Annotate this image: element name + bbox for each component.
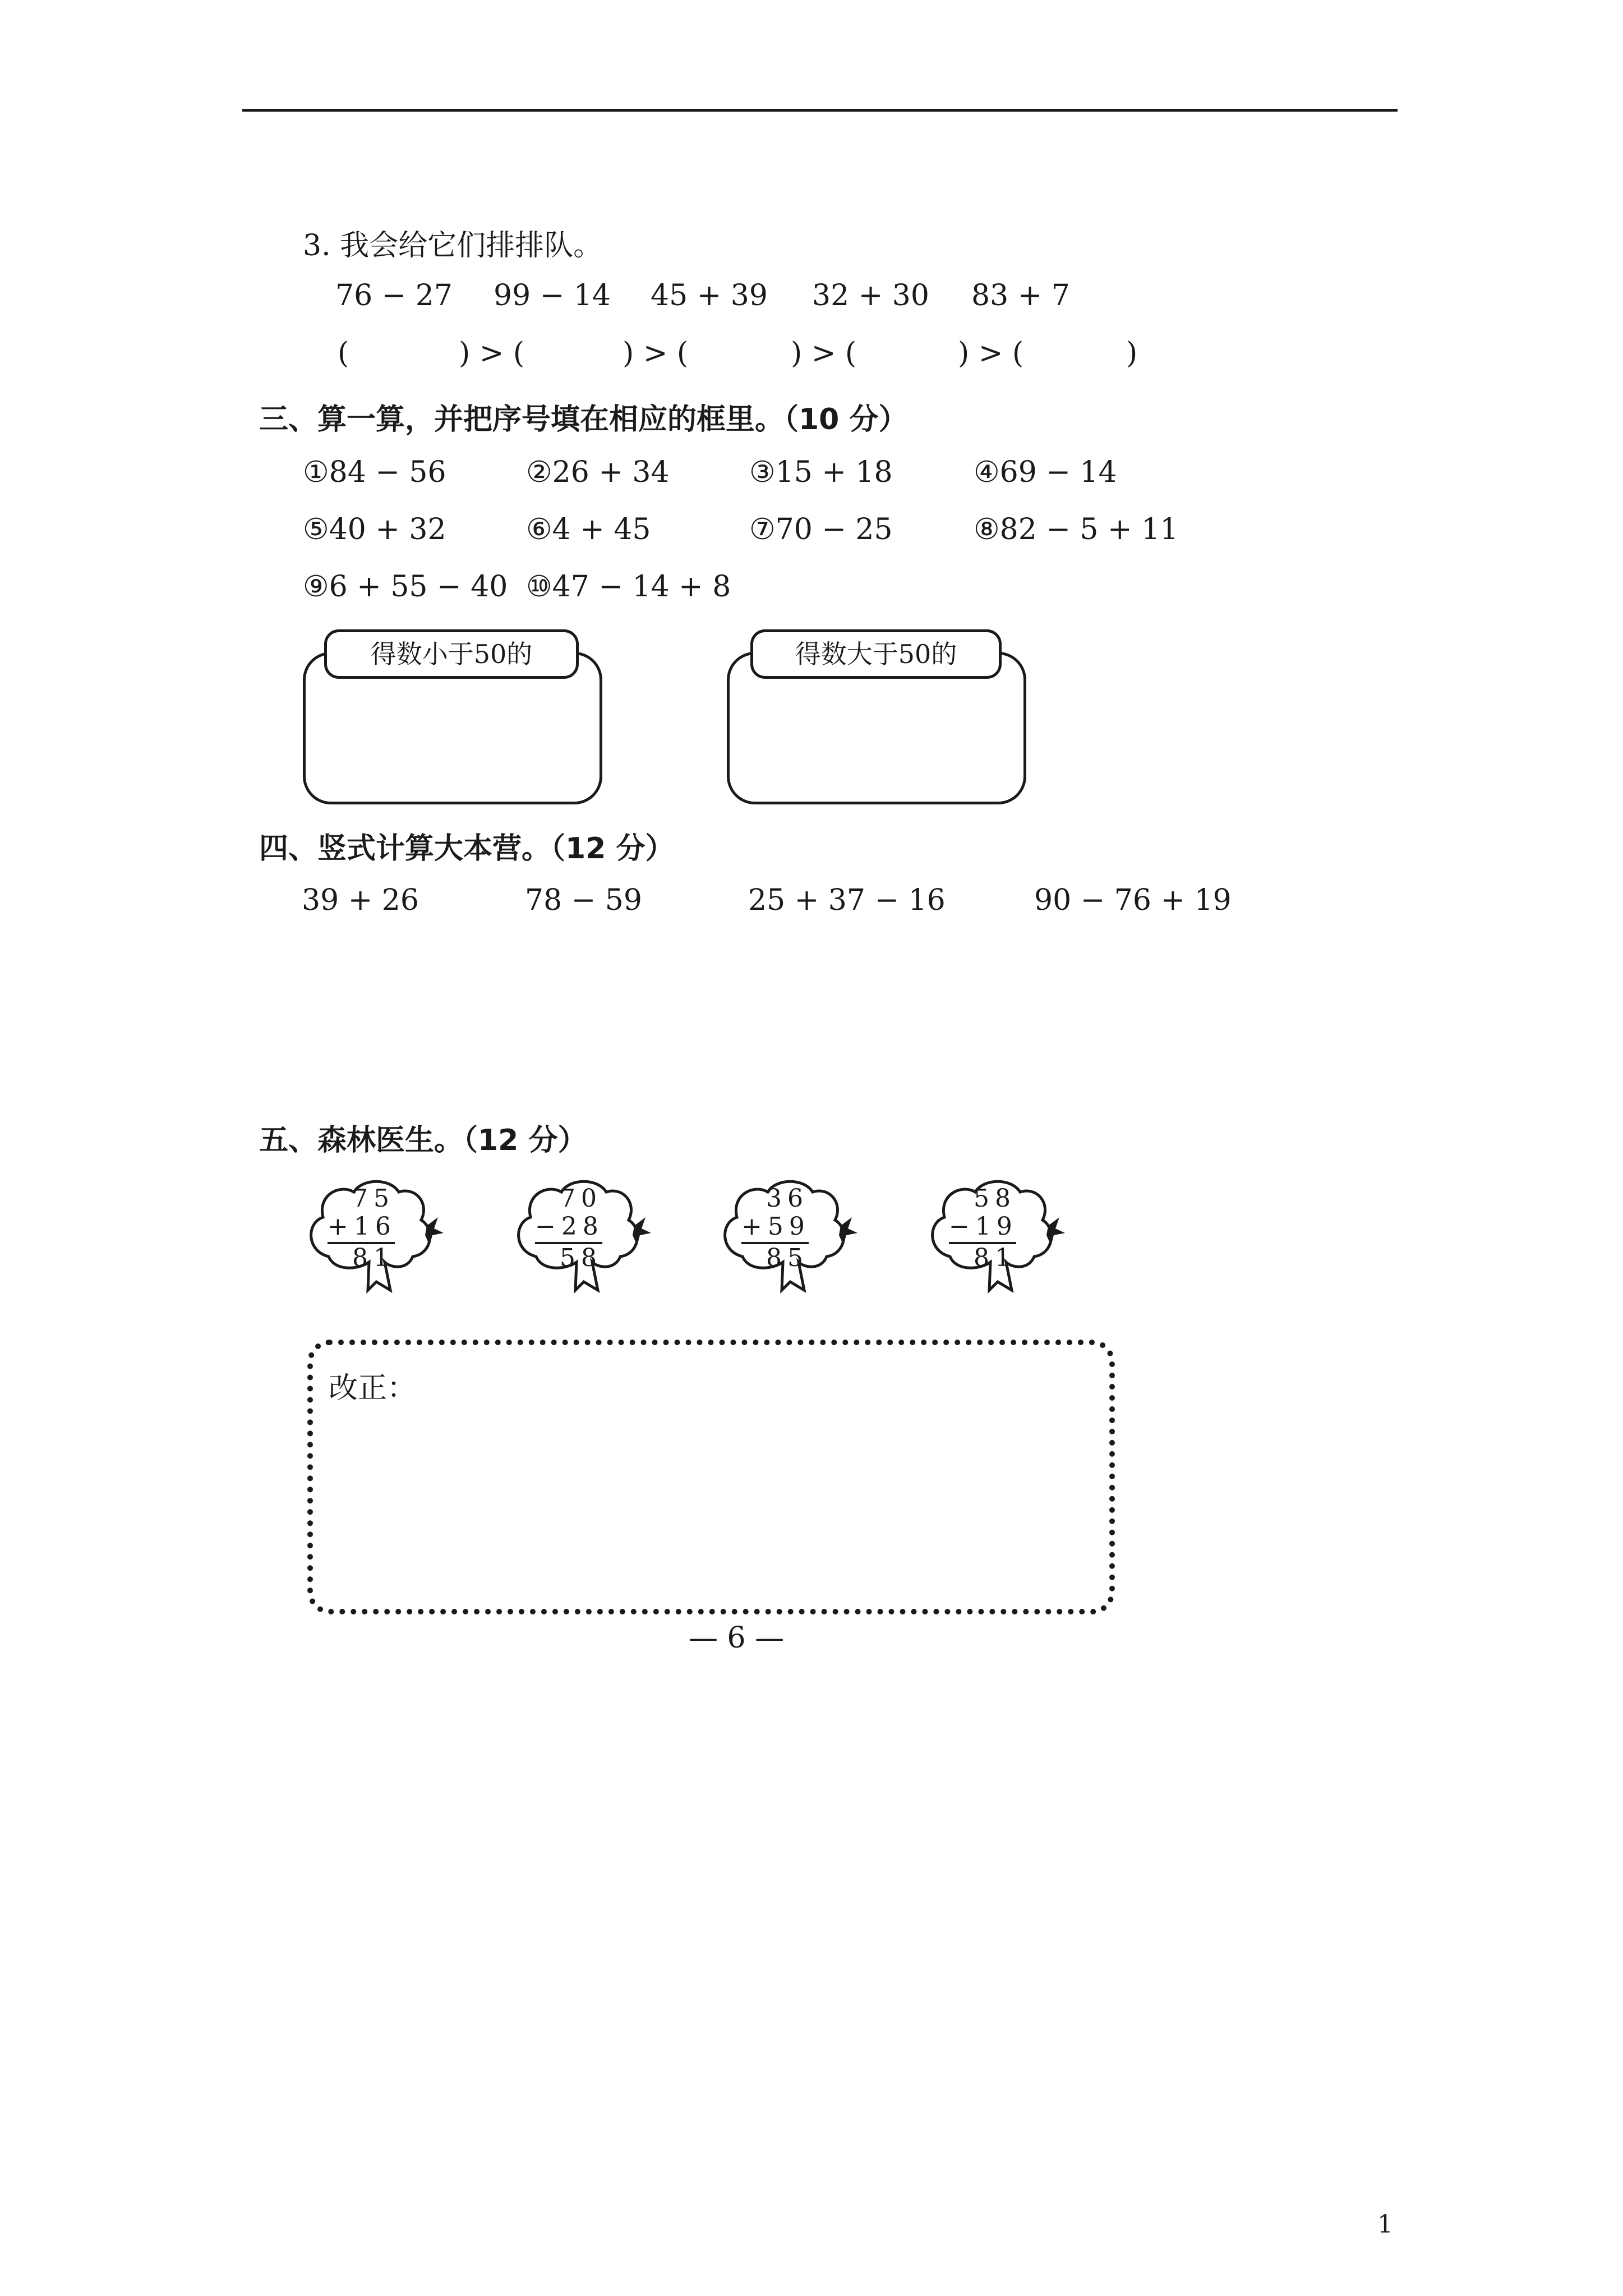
tree-4-top: 58 bbox=[974, 1184, 1016, 1213]
tree-3-op: + bbox=[741, 1212, 768, 1241]
order-paren-3: ) > ( bbox=[623, 337, 689, 370]
sec4-expr-4: 90 − 76 + 19 bbox=[1034, 884, 1232, 917]
order-paren-6: ) bbox=[1126, 337, 1138, 370]
tree-2-mid: 28 bbox=[561, 1212, 604, 1241]
correction-box[interactable] bbox=[307, 1340, 1115, 1614]
tree-3-mid: 59 bbox=[767, 1212, 810, 1241]
tree-1-mid: 16 bbox=[353, 1212, 396, 1241]
order-paren-5: ) > ( bbox=[958, 337, 1024, 370]
correction-label: 改正： bbox=[329, 1372, 417, 1405]
order-paren-1: ( bbox=[338, 337, 349, 370]
order-paren-4: ) > ( bbox=[791, 337, 857, 370]
page-label: — 6 — bbox=[689, 1621, 785, 1655]
tree-1-op: + bbox=[328, 1212, 354, 1241]
tree-2 bbox=[502, 1172, 671, 1307]
q3-expr-4: 32 + 30 bbox=[812, 279, 929, 312]
sec4-expr-3: 25 + 37 − 16 bbox=[748, 884, 946, 917]
tree-1-top: 75 bbox=[352, 1184, 395, 1213]
tree-4-mid: 19 bbox=[975, 1212, 1018, 1241]
tree-3-result: 85 bbox=[766, 1244, 809, 1272]
tree-3 bbox=[709, 1172, 877, 1307]
tree-4-op: − bbox=[949, 1212, 975, 1241]
sec3-item-7: ⑦70 − 25 bbox=[749, 513, 893, 546]
sec4-expr-1: 39 + 26 bbox=[302, 884, 419, 917]
answer-box-less-50-label: 得数小于50的 bbox=[324, 629, 579, 679]
top-rule bbox=[242, 109, 1398, 112]
tree-1 bbox=[295, 1172, 463, 1307]
sec4-expr-2: 78 − 59 bbox=[525, 884, 642, 917]
order-paren-2: ) > ( bbox=[459, 337, 525, 370]
sec3-item-1: ①84 − 56 bbox=[303, 455, 446, 489]
tree-4 bbox=[916, 1172, 1085, 1307]
page-number: 1 bbox=[1377, 2210, 1393, 2239]
answer-box-greater-50-label: 得数大于50的 bbox=[750, 629, 1002, 679]
sec3-item-10: ⑩47 − 14 + 8 bbox=[526, 570, 731, 604]
sec3-item-6: ⑥4 + 45 bbox=[526, 513, 651, 546]
sec3-item-8: ⑧82 − 5 + 11 bbox=[974, 513, 1179, 546]
q3-expr-3: 45 + 39 bbox=[651, 279, 768, 312]
tree-3-top: 36 bbox=[766, 1184, 809, 1213]
q3-title: 3. 我会给它们排排队。 bbox=[303, 229, 603, 263]
sec3-item-9: ⑨6 + 55 − 40 bbox=[303, 570, 508, 604]
sec3-item-3: ③15 + 18 bbox=[749, 455, 893, 489]
section-4-heading: 四、竖式计算大本营。（12 分） bbox=[259, 832, 675, 866]
tree-2-op: − bbox=[535, 1212, 561, 1241]
sec3-item-5: ⑤40 + 32 bbox=[303, 513, 446, 546]
section-3-heading: 三、算一算，并把序号填在相应的框里。（10 分） bbox=[259, 403, 908, 436]
section-5-heading: 五、森林医生。（12 分） bbox=[259, 1124, 587, 1157]
q3-expr-2: 99 − 14 bbox=[494, 279, 611, 312]
tree-2-top: 70 bbox=[560, 1184, 602, 1213]
sec3-item-2: ②26 + 34 bbox=[526, 455, 670, 489]
q3-expr-1: 76 − 27 bbox=[335, 279, 453, 312]
sec3-item-4: ④69 − 14 bbox=[974, 455, 1117, 489]
tree-4-result: 81 bbox=[974, 1244, 1016, 1272]
tree-2-result: 58 bbox=[560, 1244, 602, 1272]
q3-expr-5: 83 + 7 bbox=[971, 279, 1070, 312]
tree-1-result: 81 bbox=[352, 1244, 395, 1272]
